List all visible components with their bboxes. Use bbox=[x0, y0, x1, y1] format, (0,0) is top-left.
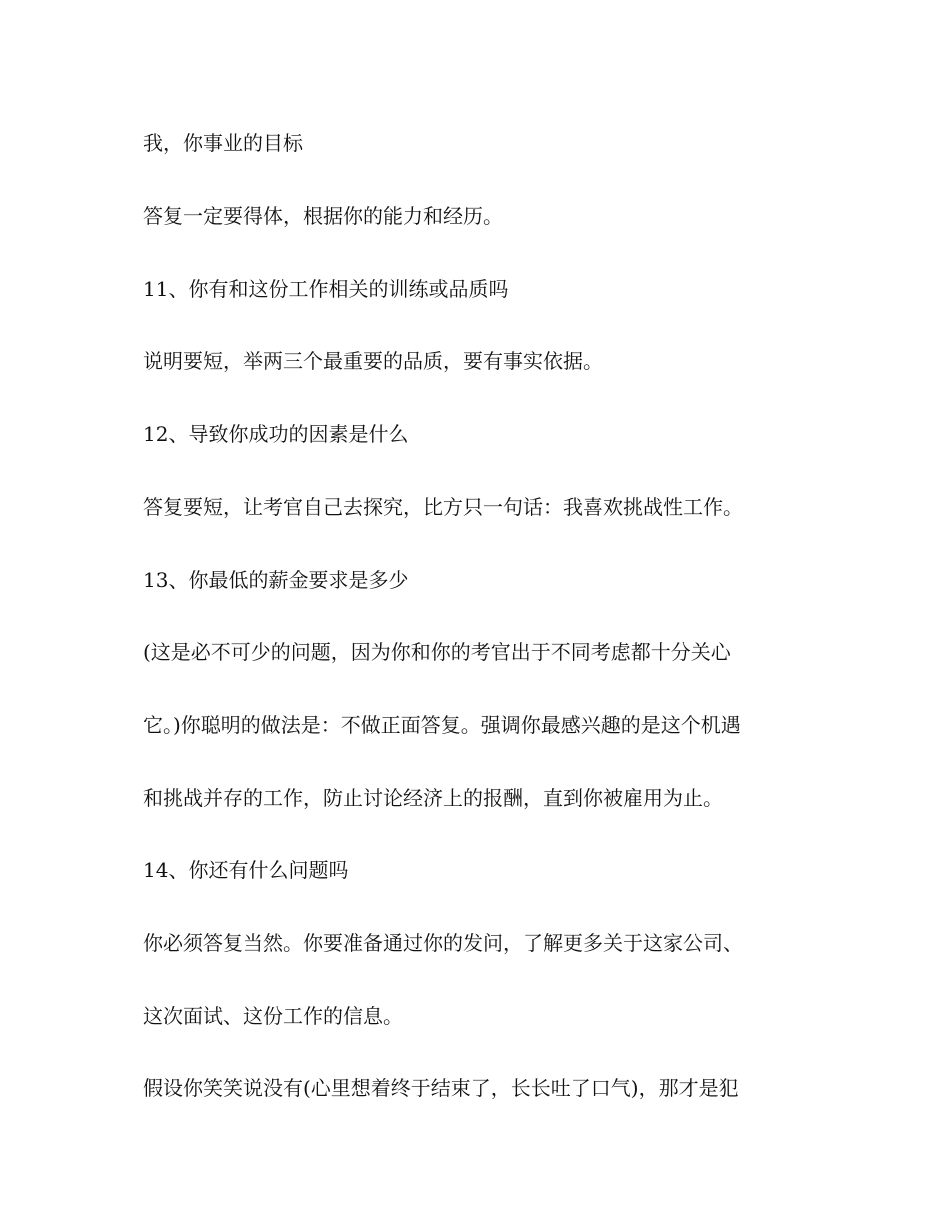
text-line-career-goal: 我，你事业的目标 bbox=[143, 131, 303, 155]
question-11-heading: 11、你有和这份工作相关的训练或品质吗 bbox=[143, 277, 509, 301]
question-12-heading: 12、导致你成功的因素是什么 bbox=[143, 422, 409, 446]
text-line-salary-answer-3: 和挑战并存的工作，防止讨论经济上的报酬，直到你被雇用为止。 bbox=[143, 786, 723, 810]
question-14-heading: 14、你还有什么问题吗 bbox=[143, 858, 349, 882]
text-line-success-answer: 答复要短，让考官自己去探究，比方只一句话：我喜欢挑战性工作。 bbox=[143, 495, 743, 519]
text-line-answer-appropriate: 答复一定要得体，根据你的能力和经历。 bbox=[143, 204, 503, 228]
text-line-questions-answer-3: 假设你笑笑说没有(心里想着终于结束了，长长吐了口气)，那才是犯 bbox=[143, 1076, 739, 1100]
text-line-questions-answer-1: 你必须答复当然。你要准备通过你的发问，了解更多关于这家公司、 bbox=[143, 931, 743, 955]
text-line-salary-answer-1: (这是必不可少的问题，因为你和你的考官出于不同考虑都十分关心 bbox=[143, 640, 731, 664]
text-line-questions-answer-2: 这次面试、这份工作的信息。 bbox=[143, 1004, 403, 1028]
text-line-salary-answer-2: 它。)你聪明的做法是：不做正面答复。强调你最感兴趣的是这个机遇 bbox=[143, 713, 741, 737]
text-line-qualities-answer: 说明要短，举两三个最重要的品质，要有事实依据。 bbox=[143, 349, 603, 373]
question-13-heading: 13、你最低的薪金要求是多少 bbox=[143, 568, 409, 592]
